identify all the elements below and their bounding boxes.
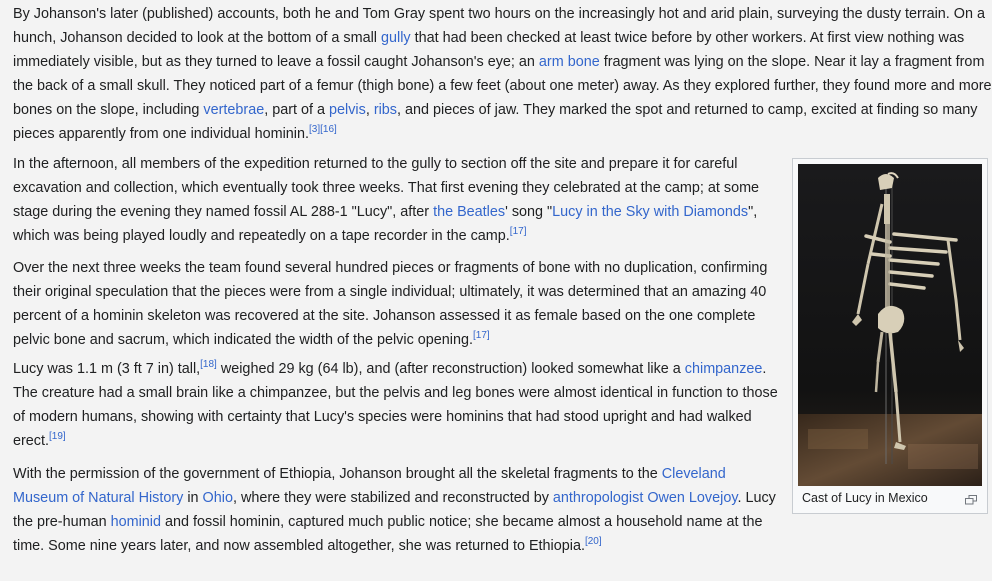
paragraph-text: , part of a xyxy=(264,102,330,118)
link-gully[interactable]: gully xyxy=(381,30,411,46)
citation-18[interactable]: [18] xyxy=(200,359,217,371)
paragraph-text: ' song " xyxy=(505,204,553,220)
skeleton-illustration xyxy=(798,164,982,486)
link-ribs[interactable]: ribs xyxy=(373,102,398,118)
paragraph-text: , xyxy=(365,102,374,118)
citation-16[interactable]: [16] xyxy=(320,124,337,136)
link-the-beatles[interactable]: the Beatles xyxy=(433,204,506,220)
paragraph-text: By Johanson's later (published) accounts, both he and Tom Gray spent two hours on the increasingly hot and arid plain, surveying the dusty terrain. On a hunch, Johanson decided to look at the bottom of a small xyxy=(13,6,986,46)
link-lucy-in-the-sky[interactable]: Lucy in the Sky with Diamonds xyxy=(552,204,749,220)
paragraph-text: . The creature had a small brain like a chimpanzee, but the pelvis and leg bones were almost identical in function to those of modern humans, showing with certainty that Lucy's species were hominins that had stood upright and had walked erect. xyxy=(13,361,778,449)
figure-lucy-cast xyxy=(792,158,988,514)
figure-caption: Cast of Lucy in Mexico xyxy=(802,491,928,505)
paragraph-text: , where they were stabilized and reconstructed by xyxy=(232,490,553,506)
paragraph-discovery xyxy=(13,2,992,146)
link-pelvis[interactable]: pelvis xyxy=(329,102,366,118)
paragraph-text: In the afternoon, all members of the expedition returned to the gully to section off the site and prepare it for careful excavation and collection, which eventually took three weeks. That first evening they celebrated at the camp; at some stage during the evening they named fossil AL 288-1 "Lucy", after xyxy=(13,156,760,220)
citation-3[interactable]: [3] xyxy=(308,124,321,136)
link-hominid[interactable]: hominid xyxy=(110,514,161,530)
link-chimpanzee[interactable]: chimpanzee xyxy=(684,361,763,377)
paragraph-text: , and pieces of jaw. They marked the spot and returned to camp, excited at finding so many pieces apparently from one individual hominin. xyxy=(13,102,978,142)
citation-17[interactable]: [17] xyxy=(472,330,490,342)
paragraph-text: . Lucy the pre-human xyxy=(13,490,776,530)
citation-19[interactable]: [19] xyxy=(49,431,66,443)
citation-20[interactable]: [20] xyxy=(584,536,602,548)
link-ohio[interactable]: Ohio xyxy=(202,490,233,506)
paragraph-text: in xyxy=(183,490,203,506)
paragraph-text: and fossil hominin, captured much public notice; she became almost a household name at the time. Some nine years later, and now assembled altogether, she was returned to Ethiopia. xyxy=(13,514,763,554)
paragraph-text: that had been checked at least twice before by other workers. At first view nothing was immediately visible, but as they turned to leave a fossil caught Johanson's eye; an xyxy=(13,30,965,70)
link-vertebrae[interactable]: vertebrae xyxy=(203,102,265,118)
paragraph-text: fragment was lying on the slope. Near it lay a fragment from the back of a small skull. They noticed part of a femur (thigh bone) a few feet (about one meter) away. As they explored further, they found more and more bones on the slope, including xyxy=(13,54,992,118)
enlarge-icon[interactable] xyxy=(965,492,977,502)
paragraph-text: With the permission of the government of Ethiopia, Johanson brought all the skeletal fragments to the xyxy=(13,466,662,482)
link-anthropologist[interactable]: anthropologist xyxy=(552,490,644,506)
paragraph-fragments xyxy=(13,256,783,352)
paragraph-description xyxy=(13,357,783,453)
paragraph-text: Over the next three weeks the team found several hundred pieces or fragments of bone with no duplication, confirming their original speculation that the pieces were from a single individual; ultimately, it was determined that an amazing 40 percent of a hominin skeleton was recovered at the site. Johanson assessed it as female based on the one complete pelvic bone and sacrum, which indicated the width of the pelvic opening. xyxy=(13,260,768,348)
paragraph-text: Lucy was 1.1 m (3 ft 7 in) tall, xyxy=(13,361,201,377)
link-owen-lovejoy[interactable]: Owen Lovejoy xyxy=(647,490,738,506)
citation-17[interactable]: [17] xyxy=(509,226,527,238)
paragraph-museum xyxy=(13,462,783,558)
paragraph-naming xyxy=(13,152,783,248)
link-arm-bone[interactable]: arm bone xyxy=(538,54,600,70)
paragraph-text: ", which was being played loudly and repeatedly on a tape recorder in the camp. xyxy=(13,204,758,244)
paragraph-text: weighed 29 kg (64 lb), and (after reconstruction) looked somewhat like a xyxy=(216,361,685,377)
link-cleveland-museum[interactable]: Cleveland Museum of Natural History xyxy=(13,466,726,506)
lucy-skeleton-image[interactable] xyxy=(798,164,982,486)
